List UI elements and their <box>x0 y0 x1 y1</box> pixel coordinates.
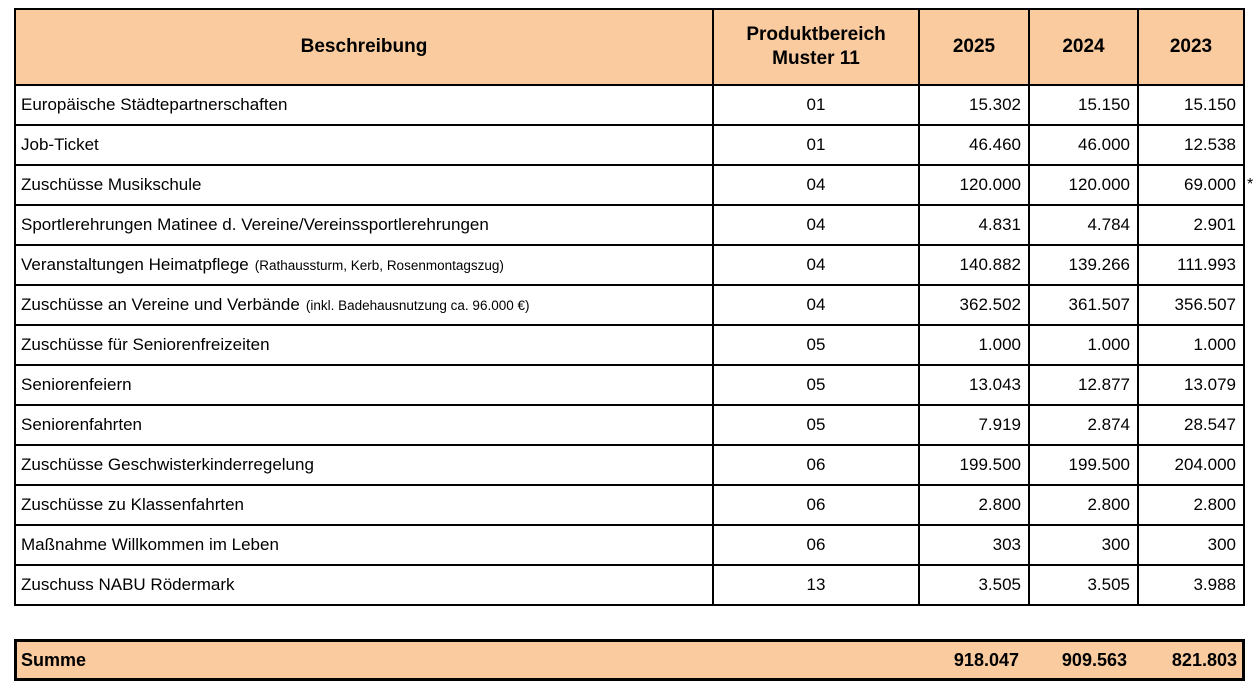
row-value-2024: 361.507 <box>1029 285 1138 325</box>
table-row <box>15 565 1244 605</box>
table-row <box>15 245 1244 285</box>
column-header-2025: 2025 <box>919 9 1029 85</box>
row-value-2024: 1.000 <box>1029 325 1138 365</box>
row-value-2025: 362.502 <box>919 285 1029 325</box>
column-header-2024: 2024 <box>1029 9 1138 85</box>
row-description-note: (Rathaussturm, Kerb, Rosenmontagszug) <box>254 258 504 273</box>
summe-row <box>14 639 1245 681</box>
row-value-2024: 15.150 <box>1029 85 1138 125</box>
row-description: Maßnahme Willkommen im Leben <box>15 525 713 565</box>
budget-table <box>14 8 1245 606</box>
row-description: Zuschuss NABU Rödermark <box>15 565 713 605</box>
row-value-2025: 140.882 <box>919 245 1029 285</box>
row-description: Europäische Städtepartnerschaften <box>15 85 713 125</box>
row-value-2025: 15.302 <box>919 85 1029 125</box>
row-value-2025: 2.800 <box>919 485 1029 525</box>
row-description: Seniorenfahrten <box>15 405 713 445</box>
column-header-2023: 2023 <box>1138 9 1244 85</box>
row-description: Seniorenfeiern <box>15 365 713 405</box>
row-description-note: (inkl. Badehausnutzung ca. 96.000 €) <box>305 298 530 313</box>
row-value-2024: 12.877 <box>1029 365 1138 405</box>
row-value-2023: 15.150 <box>1138 85 1244 125</box>
row-produktbereich: 01 <box>713 125 919 165</box>
row-produktbereich: 05 <box>713 405 919 445</box>
row-value-2023: 356.507 <box>1138 285 1244 325</box>
row-produktbereich: 06 <box>713 445 919 485</box>
row-value-2023: 1.000 <box>1138 325 1244 365</box>
row-produktbereich: 01 <box>713 85 919 125</box>
table-header-row <box>15 9 1244 85</box>
row-value-2023: 204.000 <box>1138 445 1244 485</box>
row-value-2025: 303 <box>919 525 1029 565</box>
row-produktbereich: 04 <box>713 205 919 245</box>
row-description: Job-Ticket <box>15 125 713 165</box>
row-value-2024: 120.000 <box>1029 165 1138 205</box>
row-description: Zuschüsse Geschwisterkinderregelung <box>15 445 713 485</box>
row-value-2024: 2.874 <box>1029 405 1138 445</box>
row-value-2023: 69.000 <box>1138 165 1244 205</box>
table-row <box>15 445 1244 485</box>
row-produktbereich: 13 <box>713 565 919 605</box>
row-value-2025: 13.043 <box>919 365 1029 405</box>
row-value-2024: 2.800 <box>1029 485 1138 525</box>
row-description: Zuschüsse an Vereine und Verbände (inkl. Badehausnutzung ca. 96.000 €) <box>15 285 713 325</box>
table-row <box>15 365 1244 405</box>
row-description: Veranstaltungen Heimatpflege (Rathaussturm, Kerb, Rosenmontagszug) <box>15 245 713 285</box>
row-value-2023: 300 <box>1138 525 1244 565</box>
summe-label: Summe <box>21 649 87 670</box>
row-value-2023: 3.988 <box>1138 565 1244 605</box>
row-value-2025: 1.000 <box>919 325 1029 365</box>
summe-value-2025: 918.047 <box>953 649 1019 670</box>
row-value-2023: 28.547 <box>1138 405 1244 445</box>
produktbereich-line1: Produktbereich <box>746 24 886 46</box>
row-produktbereich: 05 <box>713 365 919 405</box>
row-value-2023: 12.538 <box>1138 125 1244 165</box>
table-row <box>15 325 1244 365</box>
row-value-2024: 3.505 <box>1029 565 1138 605</box>
summe-value-2023: 821.803 <box>1171 649 1237 670</box>
row-produktbereich: 04 <box>713 165 919 205</box>
row-value-2025: 7.919 <box>919 405 1029 445</box>
row-value-2025: 120.000 <box>919 165 1029 205</box>
row-description: Zuschüsse Musikschule <box>15 165 713 205</box>
summe-value-2024: 909.563 <box>1061 649 1127 670</box>
row-produktbereich: 04 <box>713 245 919 285</box>
column-header-produktbereich <box>713 9 919 85</box>
row-value-2024: 46.000 <box>1029 125 1138 165</box>
row-value-2024: 199.500 <box>1029 445 1138 485</box>
row-produktbereich: 05 <box>713 325 919 365</box>
row-description: Zuschüsse für Seniorenfreizeiten <box>15 325 713 365</box>
row-value-2024: 139.266 <box>1029 245 1138 285</box>
row-value-2023: 2.800 <box>1138 485 1244 525</box>
row-value-2023: 2.901 <box>1138 205 1244 245</box>
footnote-asterisk: * <box>1247 176 1254 193</box>
table-row <box>15 285 1244 325</box>
row-value-2025: 46.460 <box>919 125 1029 165</box>
row-description: Zuschüsse zu Klassenfahrten <box>15 485 713 525</box>
row-value-2023: 13.079 <box>1138 365 1244 405</box>
row-value-2023: 111.993 <box>1138 245 1244 285</box>
produktbereich-line2: Muster 11 <box>772 48 860 69</box>
column-header-beschreibung: Beschreibung <box>15 9 713 85</box>
table-row <box>15 165 1244 205</box>
table-row <box>15 205 1244 245</box>
row-description: Sportlerehrungen Matinee d. Vereine/Vereinssportlerehrungen <box>15 205 713 245</box>
row-value-2025: 4.831 <box>919 205 1029 245</box>
row-produktbereich: 06 <box>713 525 919 565</box>
table-row <box>15 125 1244 165</box>
row-value-2024: 300 <box>1029 525 1138 565</box>
row-produktbereich: 04 <box>713 285 919 325</box>
row-value-2025: 199.500 <box>919 445 1029 485</box>
row-value-2025: 3.505 <box>919 565 1029 605</box>
table-row <box>15 405 1244 445</box>
table-row <box>15 85 1244 125</box>
row-produktbereich: 06 <box>713 485 919 525</box>
row-value-2024: 4.784 <box>1029 205 1138 245</box>
table-row <box>15 485 1244 525</box>
table-row <box>15 525 1244 565</box>
